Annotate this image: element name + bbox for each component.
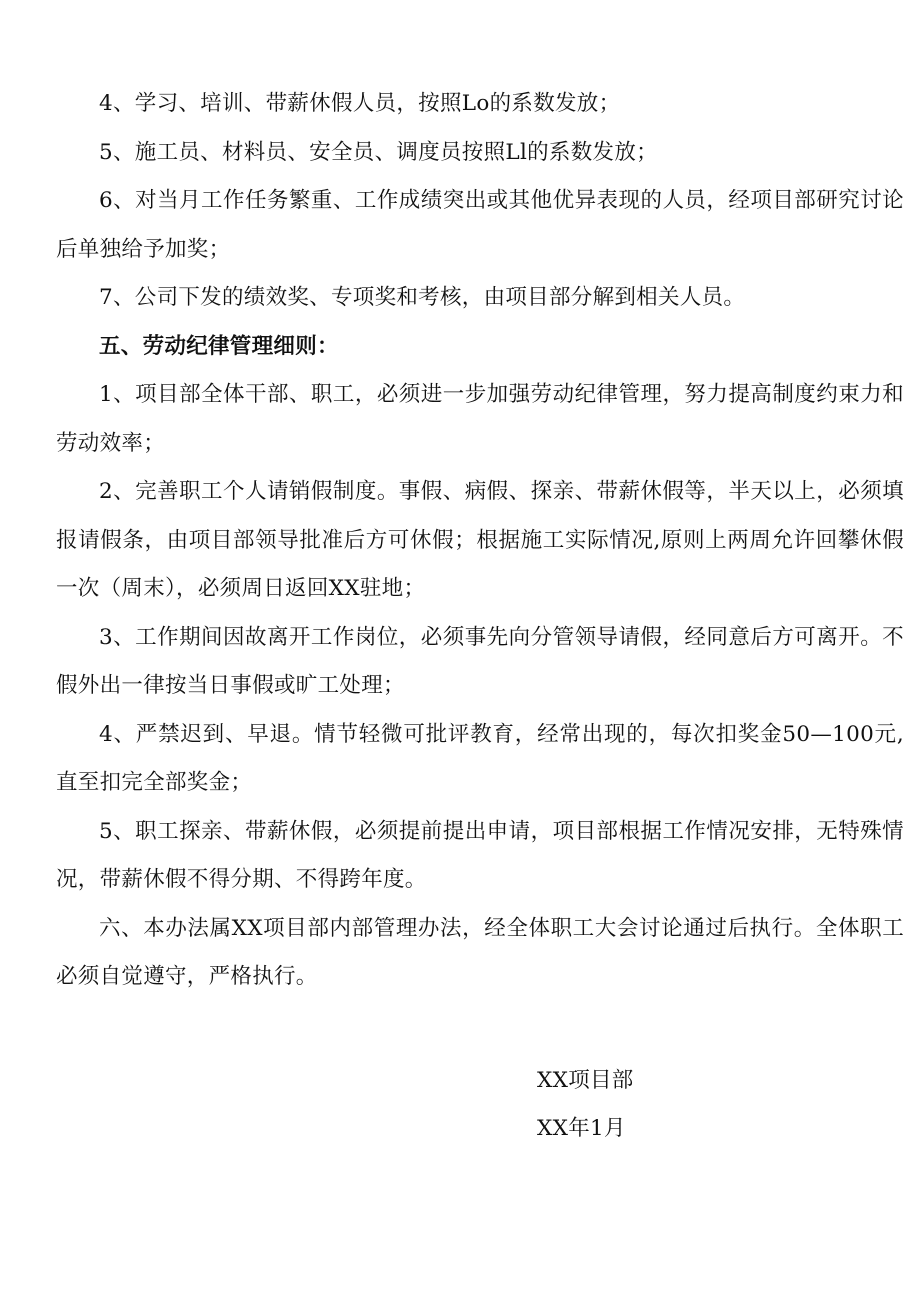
paragraph-rule-4-lateness: 4、严禁迟到、早退。情节轻微可批评教育，经常出现的，每次扣奖金50—100元,直至扣完全部奖金； bbox=[56, 721, 904, 795]
paragraph-rule-1-discipline: 1、项目部全体干部、职工，必须进一步加强劳动纪律管理，努力提高制度约束力和劳动效率； bbox=[56, 382, 904, 456]
paragraph-item-5-construction-staff: 5、施工员、材料员、安全员、调度员按照Ll的系数发放； bbox=[99, 139, 658, 165]
section-heading-labor-discipline: 五、劳动纪律管理细则： bbox=[99, 333, 339, 359]
signature-organization: XX项目部 bbox=[537, 1068, 634, 1093]
paragraph-item-4-study-training: 4、学习、培训、带薪休假人员，按照Lo的系数发放； bbox=[99, 91, 621, 116]
paragraph-item-6-extra-bonus: 6、对当月工作任务繁重、工作成绩突出或其他优异表现的人员，经项目部研究讨论后单独给予加奖； bbox=[56, 188, 904, 262]
paragraph-rule-5-home-leave: 5、职工探亲、带薪休假，必须提前提出申请，项目部根据工作情况安排，无特殊情况，带薪休假不得分期、不得跨年度。 bbox=[56, 818, 904, 892]
paragraph-section-6-enforcement: 六、本办法属XX项目部内部管理办法，经全体职工大会讨论通过后执行。全体职工必须自觉遵守，严格执行。 bbox=[56, 915, 904, 989]
paragraph-rule-3-leaving-post: 3、工作期间因故离开工作岗位，必须事先向分管领导请假，经同意后方可离开。不假外出一律按当日事假或旷工处理； bbox=[56, 624, 904, 698]
document-body bbox=[56, 80, 904, 1002]
paragraph-item-7-company-awards: 7、公司下发的绩效奖、专项奖和考核，由项目部分解到相关人员。 bbox=[99, 285, 746, 310]
signature-date: XX年1月 bbox=[537, 1116, 626, 1141]
paragraph-rule-2-leave-system: 2、完善职工个人请销假制度。事假、病假、探亲、带薪休假等，半天以上，必须填报请假条，由项目部领导批准后方可休假；根据施工实际情况,原则上两周允许回攀休假一次（周末），必须周日返回XX驻地； bbox=[56, 479, 904, 601]
